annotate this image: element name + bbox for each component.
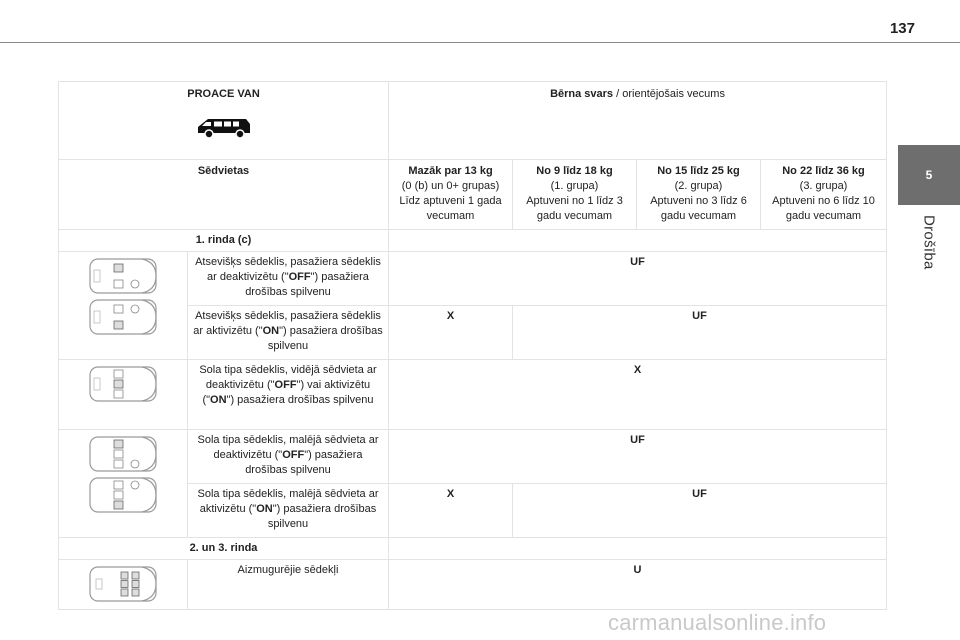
- section-label: 2. un 3. rinda: [59, 538, 389, 560]
- front-passenger-seat-icon: [86, 256, 160, 296]
- vehicle-name: PROACE VAN: [187, 88, 260, 100]
- table-row: [59, 430, 887, 484]
- weight-group-title: No 22 līdz 36 kg: [782, 165, 865, 177]
- front-passenger-seat-icon: [86, 297, 160, 337]
- seat-diagram-cell: [59, 560, 188, 610]
- bench-outer-seat-icon: [86, 434, 160, 474]
- weight-group-age: Līdz aptuveni 1 gada vecumam: [399, 195, 502, 222]
- chapter-number: 5: [925, 168, 933, 182]
- weight-group-cell: [637, 160, 761, 230]
- weight-group-name: (1. grupa): [550, 180, 599, 192]
- seat-description: Sola tipa sēdeklis, malējā sēdvieta ar aktivizētu ("ON") pasažiera drošības spilvenu: [188, 484, 389, 538]
- weight-group-title: No 9 līdz 18 kg: [536, 165, 613, 177]
- suitability-value: UF: [389, 252, 887, 306]
- weight-group-cell: [513, 160, 637, 230]
- table-header-row: [59, 82, 887, 160]
- weight-group-age: Aptuveni no 3 līdz 6 gadu vecumam: [650, 195, 747, 222]
- weight-group-name: (2. grupa): [674, 180, 723, 192]
- seat-description: Aizmugurējie sēdekļi: [188, 560, 389, 610]
- section-row-rear: [59, 538, 887, 560]
- weight-group-title: No 15 līdz 25 kg: [657, 165, 740, 177]
- chapter-title: Drošība: [920, 215, 938, 270]
- section-label: 1. rinda (c): [59, 230, 389, 252]
- suitability-value: X: [389, 484, 513, 538]
- chapter-tab[interactable]: [898, 145, 960, 205]
- seat-diagram-cell: [59, 360, 188, 430]
- seat-description: Sola tipa sēdeklis, malējā sēdvieta ar deaktivizētu ("OFF") pasažiera drošības spilvenu: [188, 430, 389, 484]
- table-row: [59, 360, 887, 430]
- table-row: [59, 560, 887, 610]
- table-row: [59, 252, 887, 306]
- child-weight-header-cell: [389, 82, 887, 160]
- suitability-value: U: [389, 560, 887, 610]
- top-rule: [0, 42, 960, 43]
- van-icon: [194, 112, 254, 142]
- suitability-value: UF: [513, 306, 887, 360]
- suitability-value: UF: [513, 484, 887, 538]
- suitability-value: UF: [389, 430, 887, 484]
- page-number: 137: [889, 20, 915, 37]
- bench-outer-seat-icon: [86, 475, 160, 515]
- suitability-value: X: [389, 360, 887, 430]
- section-row-first: [59, 230, 887, 252]
- weight-group-age: Aptuveni no 1 līdz 3 gadu vecumam: [526, 195, 623, 222]
- seats-label: Sēdvietas: [59, 160, 389, 230]
- weight-group-name: (0 (b) un 0+ grupas): [401, 180, 500, 192]
- vehicle-header-cell: [59, 82, 389, 160]
- child-weight-label: Bērna svars: [550, 88, 614, 100]
- seat-description: Atsevišķs sēdeklis, pasažiera sēdeklis ar aktivizētu ("ON") pasažiera drošības spilvenu: [188, 306, 389, 360]
- weight-group-cell: [389, 160, 513, 230]
- child-seat-table: [58, 81, 887, 610]
- suitability-value: X: [389, 306, 513, 360]
- weight-group-name: (3. grupa): [799, 180, 848, 192]
- weight-group-title: Mazāk par 13 kg: [408, 165, 493, 177]
- seat-diagram-cell: [59, 252, 188, 360]
- watermark: carmanualsonline.info: [608, 610, 827, 635]
- weight-group-cell: [761, 160, 887, 230]
- seat-description: Sola tipa sēdeklis, vidējā sēdvieta ar deaktivizētu ("OFF") vai aktivizētu ("ON") pasažiera drošības spilvenu: [188, 360, 389, 430]
- weight-group-age: Aptuveni no 6 līdz 10 gadu vecumam: [772, 195, 875, 222]
- bench-middle-seat-icon: [86, 364, 160, 404]
- weight-groups-row: [59, 160, 887, 230]
- rear-seats-icon: [86, 564, 160, 604]
- seat-description: Atsevišķs sēdeklis, pasažiera sēdeklis ar deaktivizētu ("OFF") pasažiera drošības spilvenu: [188, 252, 389, 306]
- approx-age-label: / orientējošais vecums: [613, 88, 725, 100]
- seat-diagram-cell: [59, 430, 188, 538]
